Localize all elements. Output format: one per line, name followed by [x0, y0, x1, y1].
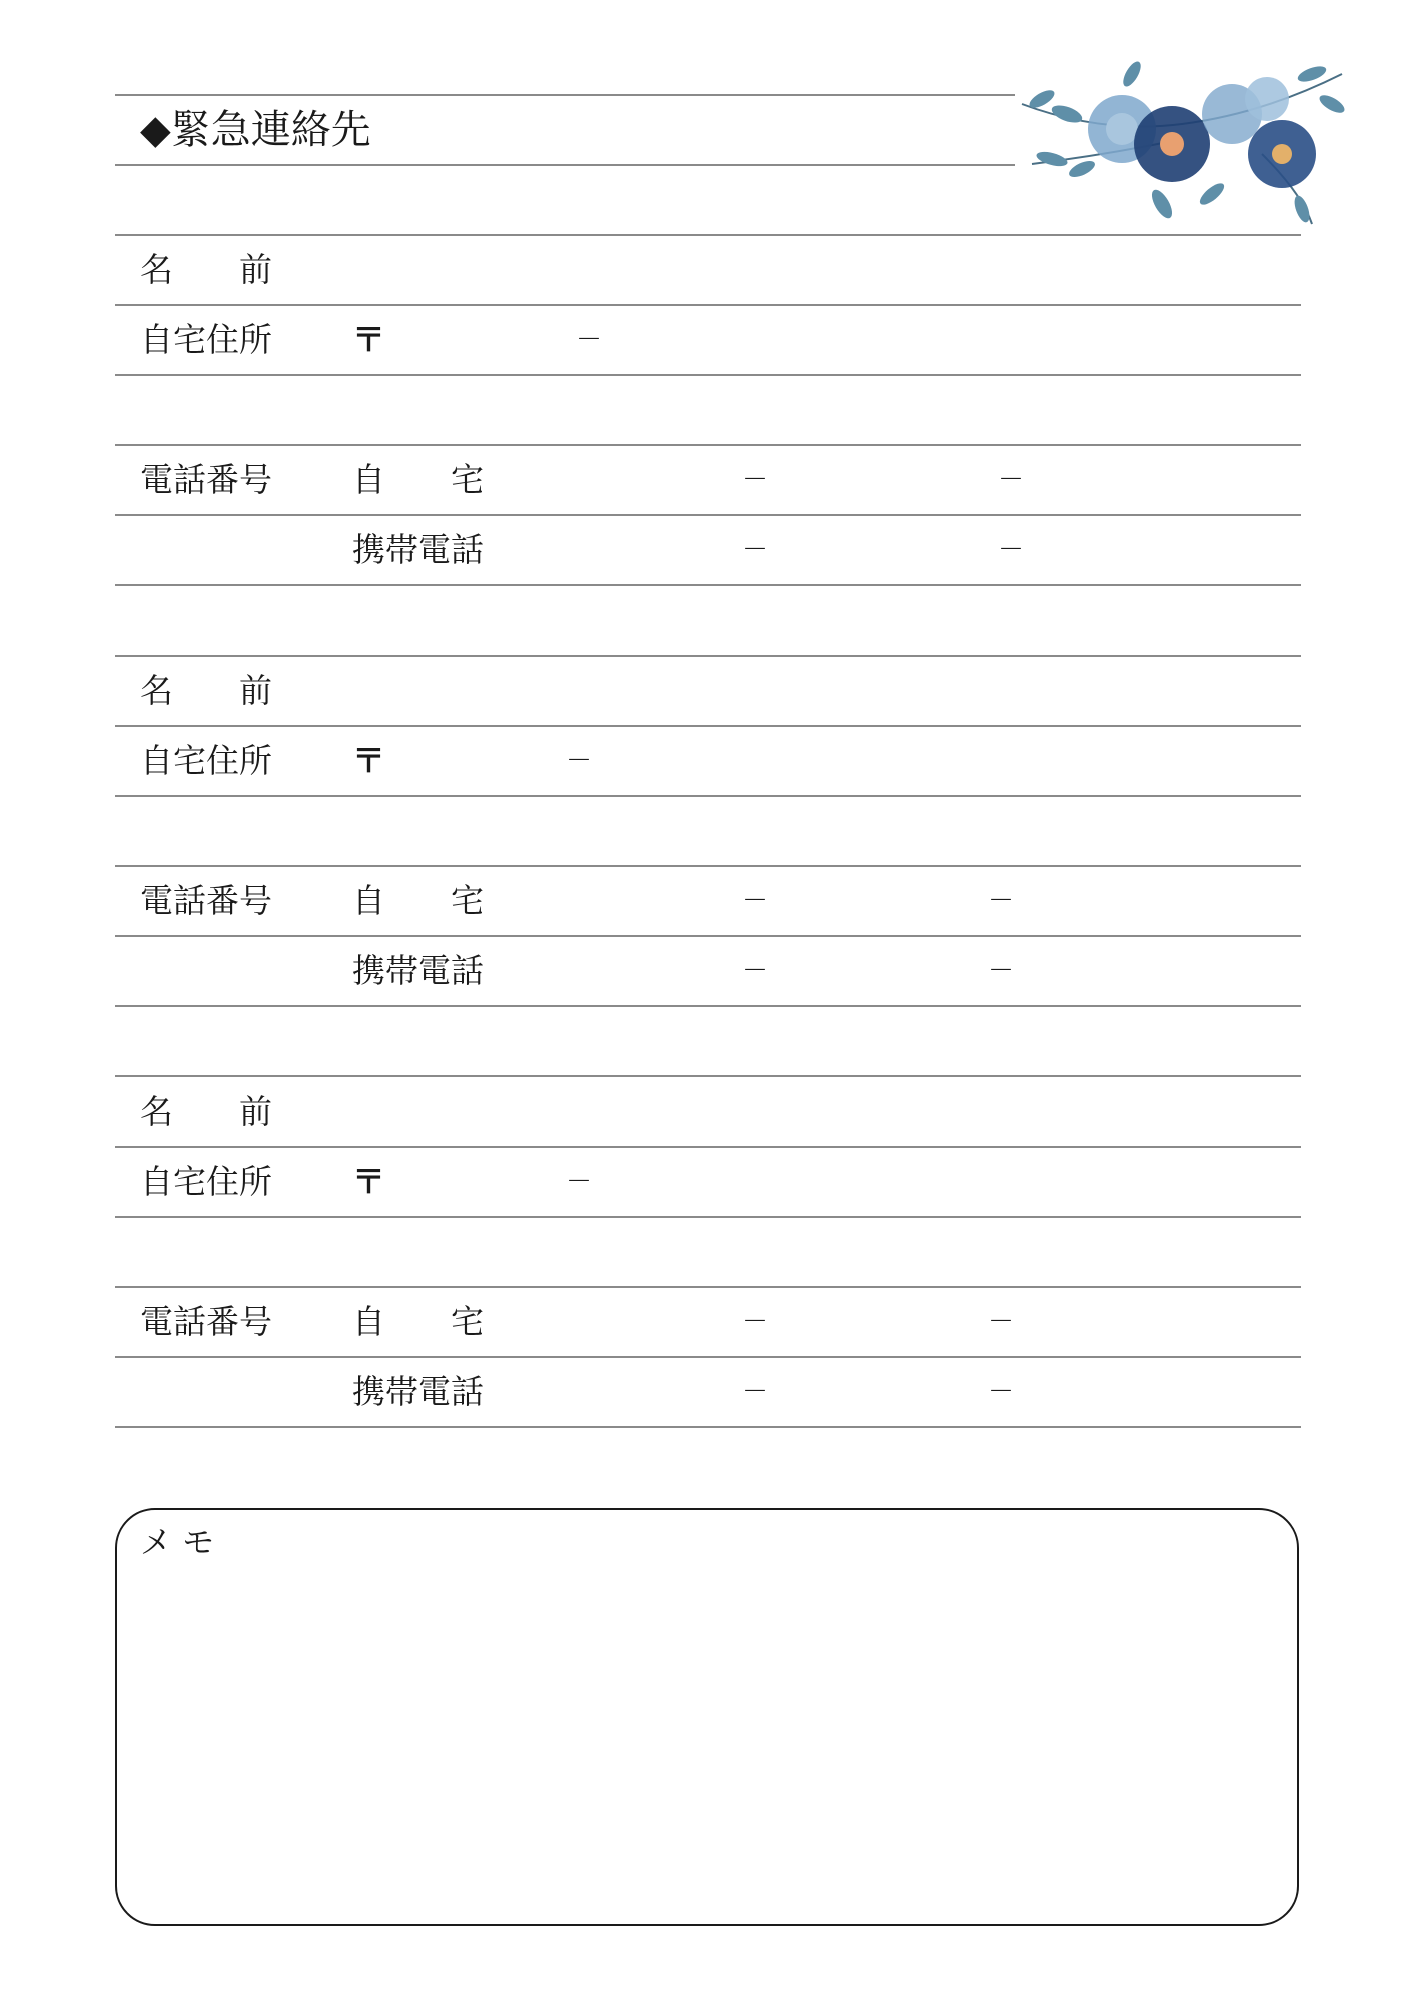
phone-dash: － — [988, 886, 1015, 916]
home-phone-label: 自 宅 — [352, 881, 484, 920]
name-label: 名 前 — [140, 250, 272, 289]
phone-label: 電話番号 — [140, 881, 272, 920]
address-label: 自宅住所 — [140, 741, 272, 780]
rule — [115, 584, 1301, 586]
rule — [115, 725, 1301, 727]
phone-dash: － — [988, 1307, 1015, 1337]
home-phone-label: 自 宅 — [352, 460, 484, 499]
postal-mark: 〒 — [352, 320, 385, 359]
rule — [115, 1075, 1301, 1077]
postal-dash: － — [576, 325, 603, 355]
name-label: 名 前 — [140, 671, 272, 710]
rule — [115, 514, 1301, 516]
rule — [115, 1356, 1301, 1358]
home-phone-label: 自 宅 — [352, 1302, 484, 1341]
postal-dash: － — [566, 1167, 593, 1197]
mobile-phone-label: 携帯電話 — [352, 530, 484, 569]
mobile-phone-label: 携帯電話 — [352, 1372, 484, 1411]
phone-dash: － — [742, 465, 769, 495]
phone-label: 電話番号 — [140, 1302, 272, 1341]
mobile-phone-label: 携帯電話 — [352, 951, 484, 990]
rule — [115, 865, 1301, 867]
rule — [115, 374, 1301, 376]
rule — [115, 1146, 1301, 1148]
rule — [115, 444, 1301, 446]
postal-mark: 〒 — [352, 741, 385, 780]
phone-dash: － — [742, 1307, 769, 1337]
phone-dash: － — [998, 535, 1025, 565]
phone-dash: － — [998, 465, 1025, 495]
phone-label: 電話番号 — [140, 460, 272, 499]
rule — [115, 655, 1301, 657]
name-label: 名 前 — [140, 1092, 272, 1131]
phone-dash: － — [742, 1377, 769, 1407]
rule — [115, 1005, 1301, 1007]
rule — [115, 1286, 1301, 1288]
postal-mark: 〒 — [352, 1162, 385, 1201]
rule — [115, 304, 1301, 306]
rule — [115, 1426, 1301, 1428]
phone-dash: － — [988, 1377, 1015, 1407]
page-title: ◆緊急連絡先 — [140, 107, 371, 153]
memo-label: メ モ — [140, 1523, 215, 1561]
phone-dash: － — [742, 886, 769, 916]
rule — [115, 795, 1301, 797]
title-top-line — [115, 94, 1015, 96]
address-label: 自宅住所 — [140, 1162, 272, 1201]
phone-dash: － — [988, 956, 1015, 986]
title-bottom-line — [115, 164, 1015, 166]
phone-dash: － — [742, 956, 769, 986]
address-label: 自宅住所 — [140, 320, 272, 359]
phone-dash: － — [742, 535, 769, 565]
floral-decoration-icon — [1012, 44, 1352, 234]
rule — [115, 234, 1301, 236]
postal-dash: － — [566, 746, 593, 776]
rule — [115, 935, 1301, 937]
memo-box — [115, 1508, 1299, 1926]
rule — [115, 1216, 1301, 1218]
